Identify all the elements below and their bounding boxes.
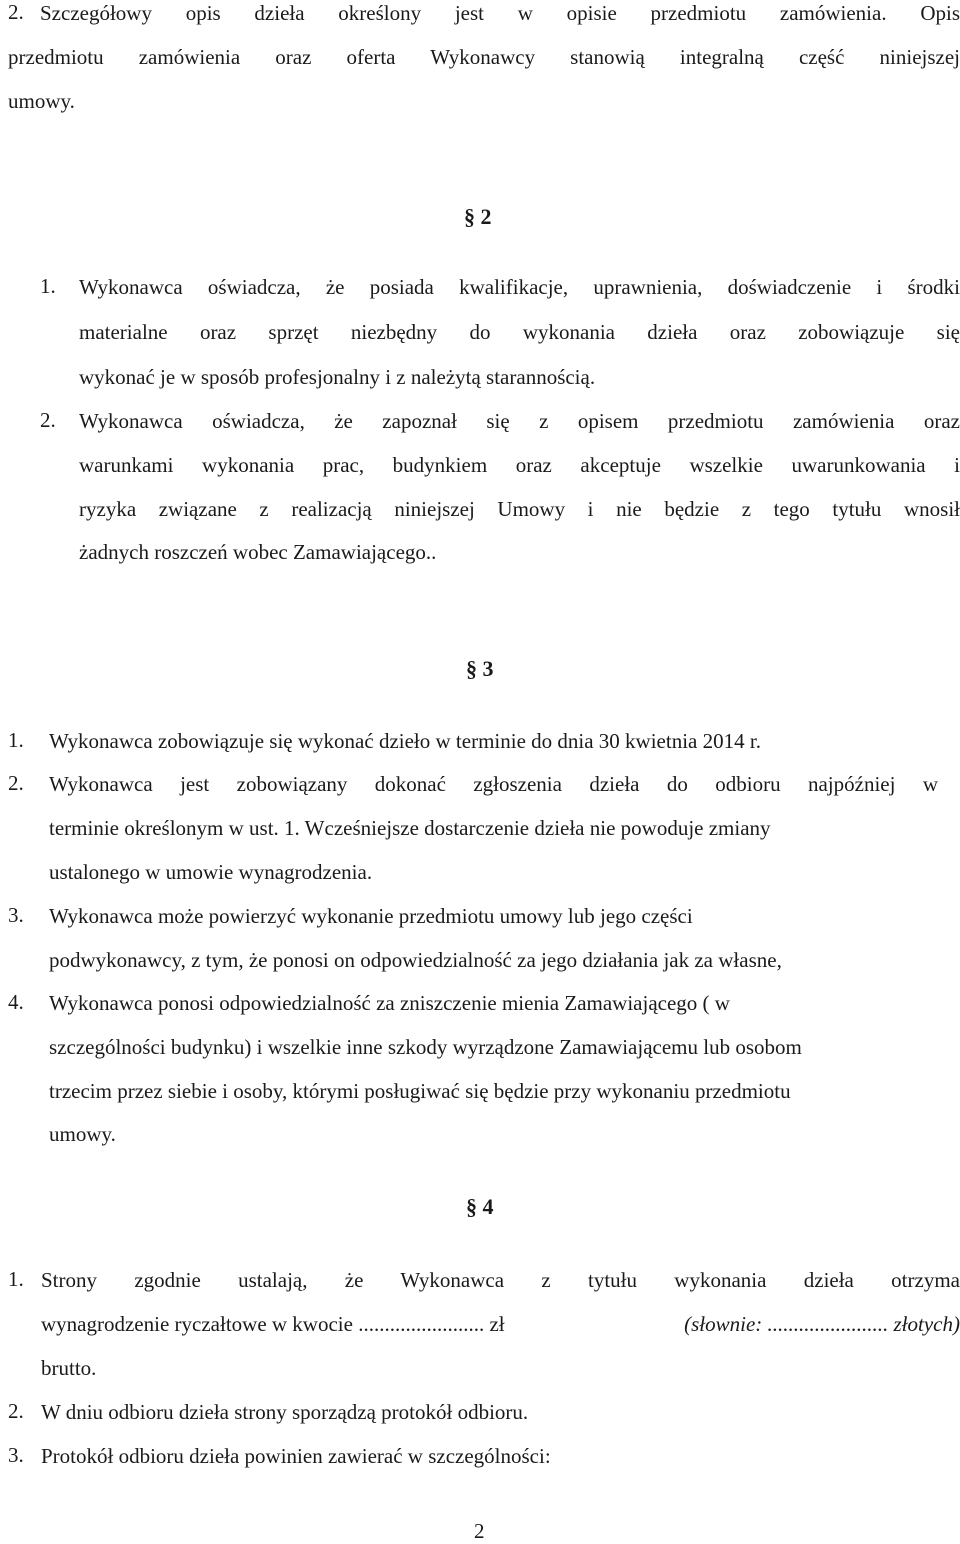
section-3-item-4: [8, 990, 960, 1150]
item-number: 1.: [8, 728, 24, 752]
item-line: Wykonawca może powierzyć wykonanie przedmiotu umowy lub jego części: [49, 904, 693, 928]
section-2-item-2: [40, 408, 960, 568]
item-line: wykonać je w sposób profesjonalny i z należytą starannością.: [79, 365, 596, 389]
section-4-heading: § 4: [466, 1194, 494, 1219]
amount-text: wynagrodzenie ryczałtowe w kwocie ........................ zł: [41, 1312, 505, 1336]
section-3-item-1: [8, 728, 960, 758]
item-line: umowy.: [49, 1122, 116, 1146]
section-4-item-3: [8, 1443, 960, 1473]
section-4-item-1: [8, 1267, 960, 1387]
item-line: Wykonawca zobowiązuje się wykonać dzieło w terminie do dnia 30 kwietnia 2014 r.: [49, 729, 761, 753]
item-line: Wykonawca oświadcza, że posiada kwalifikacje, uprawnienia, doświadczenie i środki: [79, 275, 960, 299]
intro-number: 2.: [8, 0, 24, 24]
item-line: materialne oraz sprzęt niezbędny do wykonania dzieła oraz zobowiązuje się: [79, 320, 960, 344]
item-line: Wykonawca ponosi odpowiedzialność za zniszczenie mienia Zamawiającego ( w: [49, 991, 730, 1015]
item-number: 4.: [8, 990, 24, 1014]
item-line: szczególności budynku) i wszelkie inne szkody wyrządzone Zamawiającemu lub osobom: [49, 1035, 802, 1059]
item-number: 3.: [8, 1443, 24, 1467]
item-number: 2.: [8, 771, 24, 795]
item-line: żadnych roszczeń wobec Zamawiającego..: [79, 540, 437, 564]
item-number: 1.: [8, 1267, 24, 1291]
item-line: trzecim przez siebie i osoby, którymi posługiwać się będzie przy wykonaniu przedmiotu: [49, 1079, 791, 1103]
item-line: Strony zgodnie ustalają, że Wykonawca z tytułu wykonania dzieła otrzyma: [41, 1268, 960, 1292]
section-3-item-2: [8, 771, 960, 891]
intro-line-3: umowy.: [8, 89, 75, 113]
item-line: Wykonawca oświadcza, że zapoznał się z opisem przedmiotu zamówienia oraz: [79, 409, 960, 433]
section-4-item-2: [8, 1399, 960, 1429]
item-line: Wykonawca jest zobowiązany dokonać zgłoszenia dzieła do odbioru najpóźniej w: [49, 772, 938, 796]
section-3-item-3: [8, 903, 960, 978]
item-line: W dniu odbioru dzieła strony sporządzą protokół odbioru.: [41, 1400, 529, 1424]
item-number: 3.: [8, 903, 24, 927]
item-number: 2.: [40, 408, 56, 432]
item-number: 1.: [40, 274, 56, 298]
item-line: terminie określonym w ust. 1. Wcześniejsze dostarczenie dzieła nie powoduje zmiany: [49, 816, 771, 840]
intro-paragraph: [8, 0, 960, 113]
section-3-heading: § 3: [466, 656, 494, 681]
section-2-heading: § 2: [464, 204, 492, 229]
amount-in-words: (słownie: ....................... złotych): [684, 1312, 960, 1336]
item-number: 2.: [8, 1399, 24, 1423]
amount-line: [41, 1311, 960, 1337]
item-line: brutto.: [41, 1356, 97, 1380]
item-line: ustalonego w umowie wynagrodzenia.: [49, 860, 373, 884]
intro-line-2: przedmiotu zamówienia oraz oferta Wykonawcy stanowią integralną część niniejszej: [8, 45, 960, 69]
item-line: ryzyka związane z realizacją niniejszej Umowy i nie będzie z tego tytułu wnosił: [79, 497, 960, 521]
item-line: Protokół odbioru dzieła powinien zawierać w szczególności:: [41, 1444, 551, 1468]
intro-line-1: Szczegółowy opis dzieła określony jest w opisie przedmiotu zamówienia. Opis: [40, 1, 960, 25]
item-line: warunkami wykonania prac, budynkiem oraz akceptuje wszelkie uwarunkowania i: [79, 453, 960, 477]
section-2-item-1: [40, 274, 960, 394]
item-line: podwykonawcy, z tym, że ponosi on odpowiedzialność za jego działania jak za własne,: [49, 948, 782, 972]
page-number: 2: [474, 1519, 485, 1543]
